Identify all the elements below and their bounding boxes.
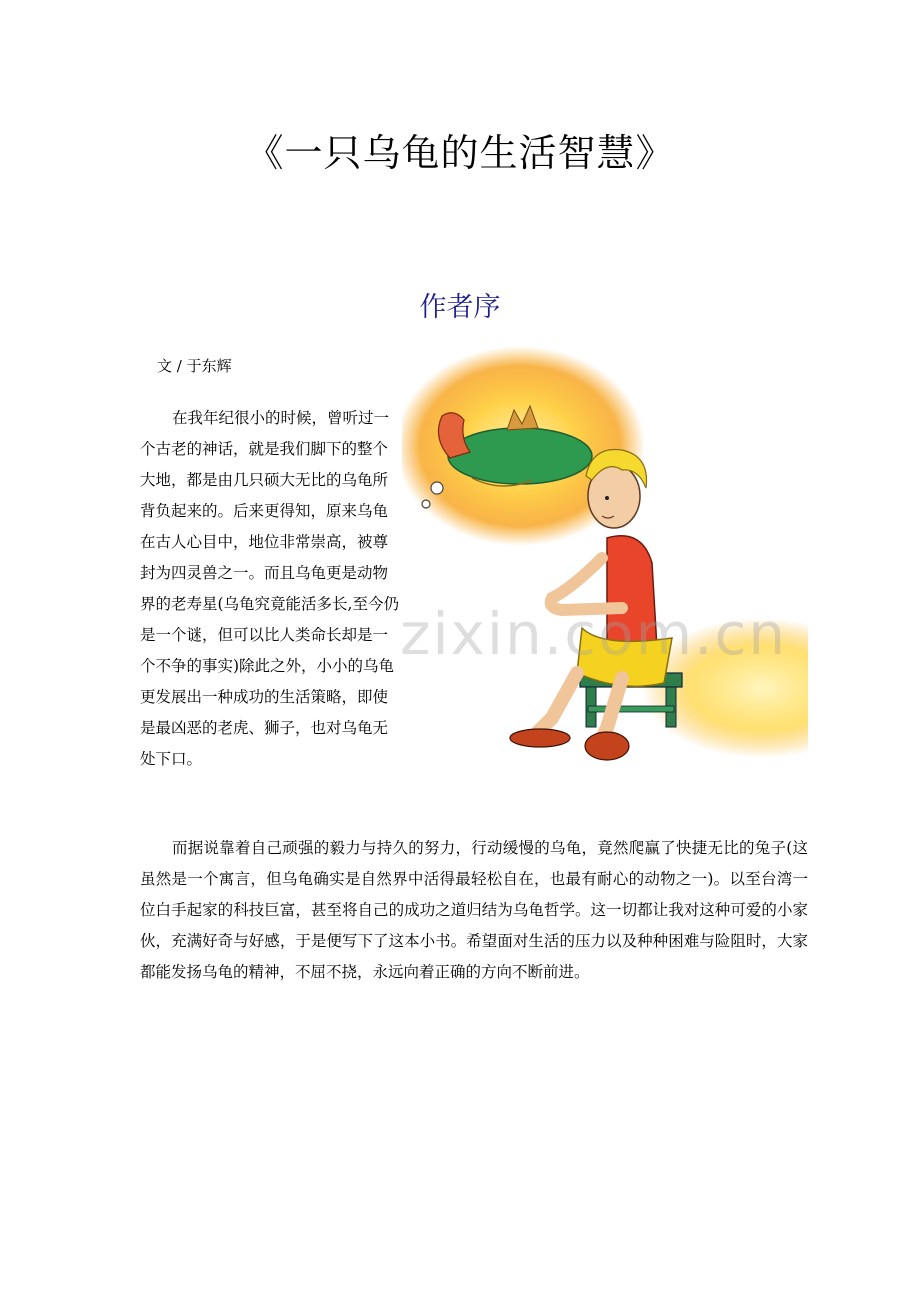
paragraph-2: 而据说靠着自己顽强的毅力与持久的努力，行动缓慢的乌龟，竟然爬赢了快捷无比的兔子(这虽然是一个寓言，但乌龟确实是自然界中活得最轻松自在，也最有耐心的动物之一)。以至台湾一位白手起家的科技巨富，甚至将自己的成功之道归结为乌龟哲学。这一切都让我对这种可爱的小家伙，充满好奇与好感，于是便写下了这本小书。希望面对生活的压力以及种种困难与险阻时，大家都能发扬乌龟的精神，不屈不挠，永远向着正确的方向不断前进。 bbox=[140, 839, 808, 981]
watermark: zixin.com.cn bbox=[400, 600, 788, 668]
author-line: 文 / 于东辉 bbox=[157, 357, 232, 375]
paragraph-1: 在我年纪很小的时候，曾听过一个古老的神话，就是我们脚下的整个大地，都是由几只硕大无比的乌龟所背负起来的。后来更得知，原来乌龟在古人心目中，地位非常崇高，被尊封为四灵兽之一。而且乌龟更是动物界的老寿星(乌龟究竟能活多长,至今仍是一个谜，但可以比人类命长却是一个不争的事实)除此之外，小小的乌龟更发展出一种成功的生活策略，即使是最凶恶的老虎、狮子，也对乌龟无处下口。 bbox=[140, 409, 399, 768]
boy-dreaming-illustration bbox=[402, 328, 808, 776]
document-title: 《一只乌龟的生活智慧》 bbox=[245, 131, 675, 175]
section-title: 作者序 bbox=[419, 292, 501, 323]
